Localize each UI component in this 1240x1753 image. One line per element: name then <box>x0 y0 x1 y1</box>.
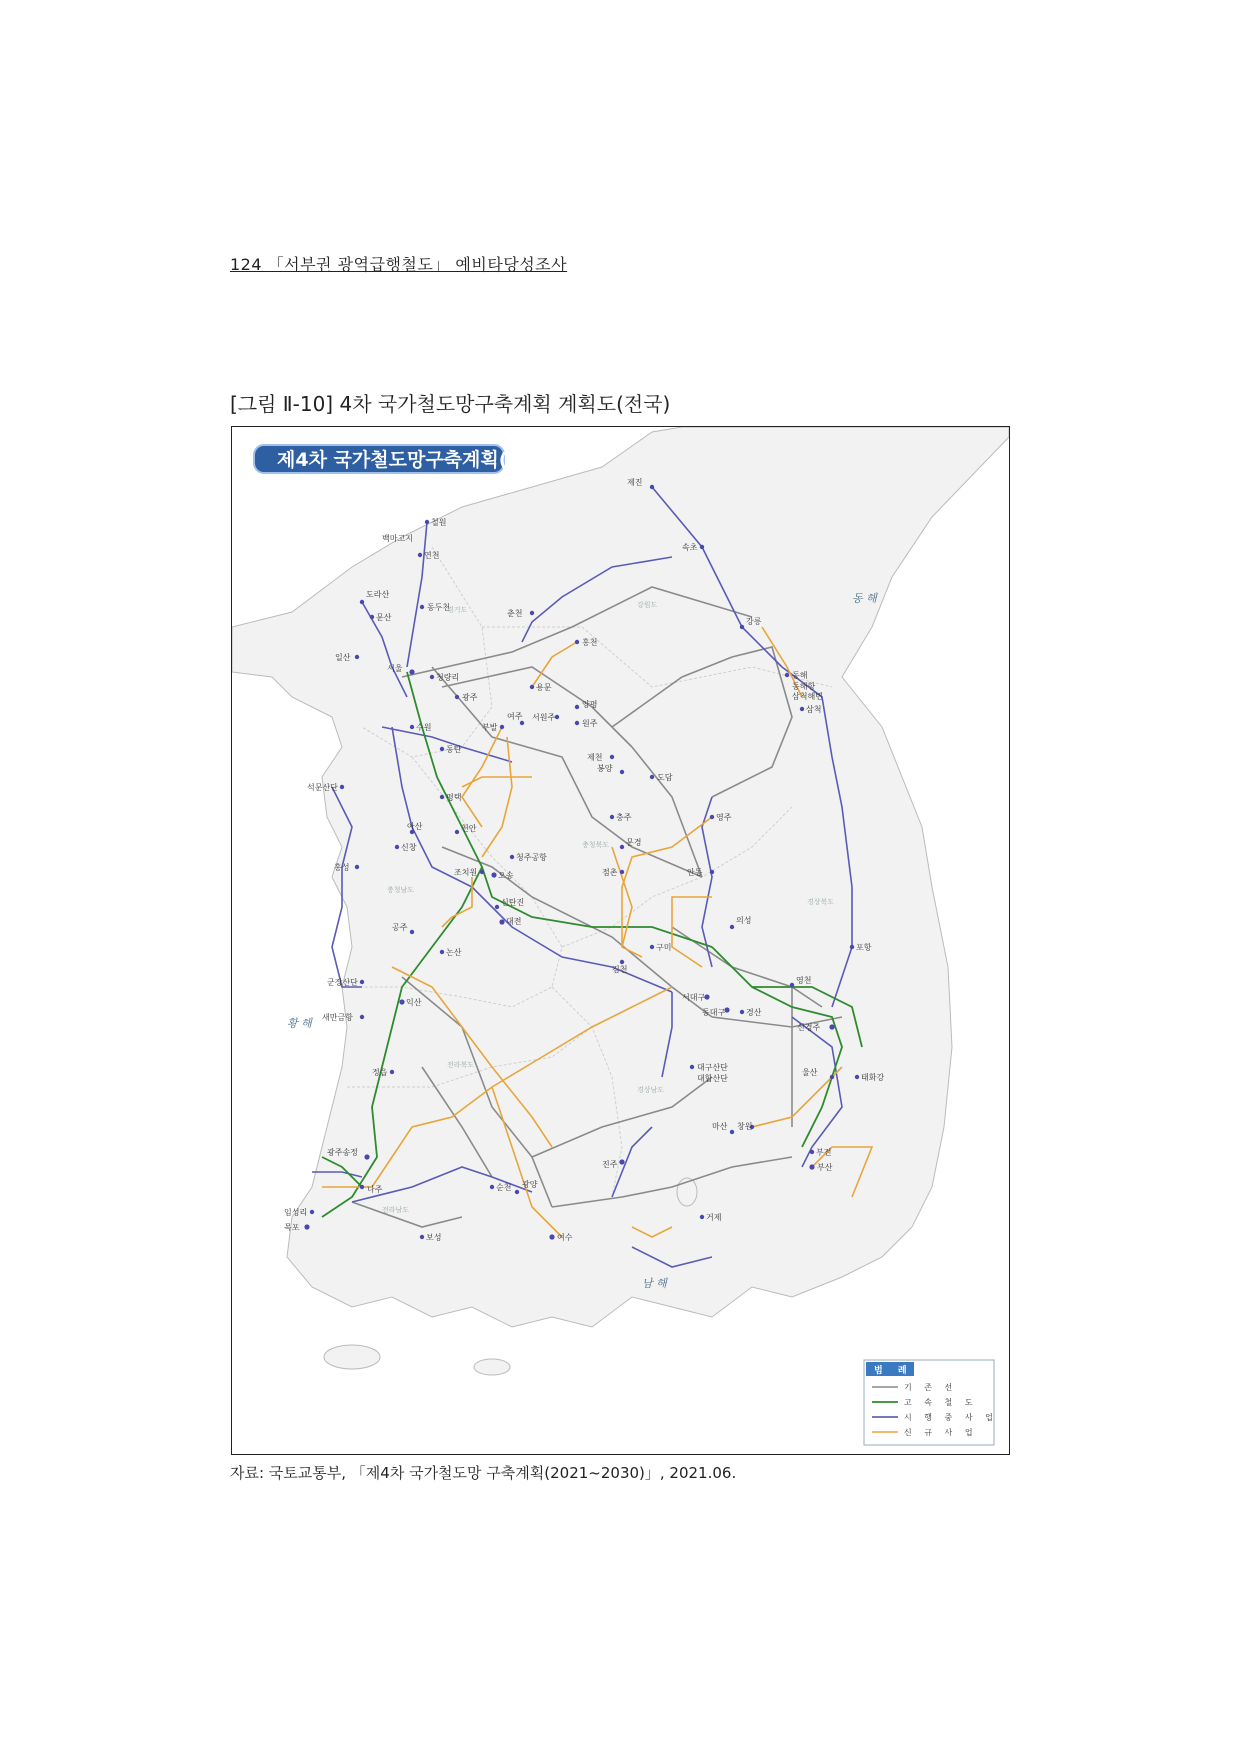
station-marker <box>620 870 624 874</box>
station-marker <box>440 950 444 954</box>
region-label: 경상남도 <box>637 1086 665 1094</box>
station-marker <box>360 600 364 604</box>
sea-label-east: 동 해 <box>852 592 877 605</box>
station-label: 임성리 <box>284 1208 308 1217</box>
station-label: 마산 <box>712 1122 728 1131</box>
station-label: 일산 <box>335 653 351 662</box>
station-marker <box>420 1235 424 1239</box>
station-marker <box>430 675 434 679</box>
station-label: 강릉 <box>746 617 762 626</box>
station-marker <box>425 520 429 524</box>
station-label: 영주 <box>716 813 732 822</box>
station-label: 공주 <box>392 923 408 932</box>
station-marker <box>710 815 714 819</box>
station-marker <box>410 725 414 729</box>
station-marker <box>530 685 534 689</box>
station-label: 철원 <box>431 518 447 527</box>
station-label: 홍천 <box>582 638 598 647</box>
station-label: 거제 <box>706 1213 722 1222</box>
station-marker <box>575 721 579 725</box>
station-marker <box>830 1075 834 1079</box>
station-marker <box>575 705 579 709</box>
station-marker <box>650 775 654 779</box>
station-label: 서원주 <box>532 713 556 722</box>
station-marker <box>555 715 559 719</box>
station-marker <box>549 1234 554 1239</box>
region-label: 강원도 <box>637 601 658 609</box>
station-label: 점촌 <box>602 868 618 877</box>
station-marker <box>620 960 624 964</box>
station-label: 평택 <box>446 793 462 802</box>
station-label: 원주 <box>582 719 598 728</box>
station-label: 청주공항 <box>516 853 547 862</box>
station-marker <box>850 945 854 949</box>
station-label: 영천 <box>796 976 812 985</box>
legend-label-existing: 기 존 선 <box>904 1383 958 1392</box>
region-label: 충청북도 <box>582 841 610 849</box>
station-label: 경산 <box>746 1008 762 1017</box>
region-label: 경기도 <box>447 606 468 614</box>
station-label: 춘천 <box>507 609 523 618</box>
station-marker <box>440 795 444 799</box>
station-label: 조치원 <box>454 868 478 877</box>
station-label: 서울 <box>387 664 403 673</box>
station-label: 천안 <box>461 824 477 833</box>
station-label: 제진 <box>627 478 643 487</box>
station-marker <box>310 1210 314 1214</box>
region-label: 전라남도 <box>382 1206 410 1214</box>
station-label: 구미 <box>656 943 672 952</box>
station-label: 삼척 <box>806 705 822 714</box>
station-label: 속초 <box>682 543 698 552</box>
station-marker <box>360 1185 364 1189</box>
station-label: 동해항 <box>792 682 816 691</box>
station-label: 수원 <box>416 723 432 732</box>
station-marker <box>360 980 364 984</box>
station-marker <box>480 870 484 874</box>
station-marker <box>700 545 704 549</box>
station-label: 용문 <box>536 683 552 692</box>
station-marker <box>360 1015 364 1019</box>
station-marker <box>340 785 344 789</box>
station-label: 도담 <box>657 773 673 782</box>
station-marker <box>495 905 499 909</box>
station-marker <box>730 925 734 929</box>
station-marker <box>395 845 399 849</box>
station-label: 백마고지 <box>382 534 413 543</box>
sea-label-west: 황 해 <box>287 1017 312 1030</box>
station-label: 대구산단 <box>697 1063 728 1072</box>
region-label: 전라북도 <box>447 1061 475 1069</box>
station-label: 아산 <box>407 822 423 831</box>
legend-label-ongoing: 시 행 중 사 업 <box>904 1413 998 1422</box>
station-marker <box>440 747 444 751</box>
station-marker <box>710 870 714 874</box>
station-marker <box>491 872 496 877</box>
station-label: 나주 <box>367 1185 383 1194</box>
station-label: 보성 <box>426 1233 442 1242</box>
map-title: 제4차 국가철도망구축계획(안) <box>277 449 535 471</box>
station-label: 순천 <box>496 1183 512 1192</box>
station-label: 연천 <box>424 551 440 560</box>
station-marker <box>730 1130 734 1134</box>
station-marker <box>455 830 459 834</box>
station-marker <box>390 1070 394 1074</box>
station-label: 동두천 <box>427 603 451 612</box>
station-label: 목포 <box>284 1223 300 1232</box>
station-marker <box>530 611 534 615</box>
station-marker <box>418 553 422 557</box>
region-label: 경상북도 <box>807 898 835 906</box>
station-label: 동대구 <box>702 1008 726 1017</box>
station-marker <box>500 725 504 729</box>
station-marker <box>490 1185 494 1189</box>
island-1 <box>324 1345 380 1369</box>
station-label: 동해 <box>792 671 808 680</box>
railway-map <box>232 427 1009 1454</box>
station-label: 청량리 <box>436 673 460 682</box>
station-label: 부산 <box>817 1163 833 1172</box>
station-label: 안동 <box>687 868 703 877</box>
station-label: 서대구 <box>682 993 706 1002</box>
station-label: 신경주 <box>797 1023 821 1032</box>
station-label: 충주 <box>616 813 632 822</box>
station-marker <box>455 695 459 699</box>
station-marker <box>650 945 654 949</box>
station-label: 문산 <box>376 613 392 622</box>
station-marker <box>420 605 424 609</box>
station-marker <box>610 815 614 819</box>
station-label: 신창 <box>401 843 417 852</box>
figure-caption: [그림 Ⅱ-10] 4차 국가철도망구축계획 계획도(전국) <box>230 392 671 416</box>
station-label: 대합산단 <box>697 1074 728 1083</box>
station-marker <box>690 1065 694 1069</box>
station-label: 대전 <box>506 917 522 926</box>
station-marker <box>855 1075 859 1079</box>
station-marker <box>700 1215 704 1219</box>
station-label: 신탄진 <box>501 898 525 907</box>
station-marker <box>620 845 624 849</box>
station-marker <box>620 770 624 774</box>
station-marker <box>740 1010 744 1014</box>
station-label: 울산 <box>802 1068 818 1077</box>
station-marker <box>515 1190 519 1194</box>
source-citation: 자료: 국토교통부, 「제4차 국가철도망 구축계획(2021~2030)」, 2021.06. <box>230 1464 737 1482</box>
railway-map-figure <box>231 426 1010 1455</box>
station-label: 광주송정 <box>327 1148 358 1157</box>
station-label: 석문산단 <box>307 783 338 792</box>
station-label: 부전 <box>816 1148 832 1157</box>
station-marker <box>304 1224 309 1229</box>
station-label: 광양 <box>522 1180 538 1189</box>
station-label: 여주 <box>507 712 523 721</box>
station-label: 오송 <box>498 871 514 880</box>
legend-label-new: 신 규 사 업 <box>904 1428 978 1437</box>
station-label: 진주 <box>602 1160 618 1169</box>
station-label: 창원 <box>737 1122 753 1131</box>
station-marker <box>370 615 374 619</box>
station-marker <box>410 930 414 934</box>
station-label: 광주 <box>462 693 478 702</box>
station-label: 여수 <box>557 1233 573 1242</box>
station-label: 문경 <box>626 838 642 847</box>
station-marker <box>810 1150 814 1154</box>
station-marker <box>364 1154 369 1159</box>
legend <box>864 1360 998 1445</box>
station-marker <box>740 625 744 629</box>
station-label: 의성 <box>736 916 752 925</box>
station-marker <box>785 673 789 677</box>
station-label: 김천 <box>612 965 628 974</box>
station-label: 포항 <box>856 943 872 952</box>
page-header: 124 「서부권 광역급행철도」 예비타당성조사 <box>230 255 568 274</box>
station-marker <box>610 755 614 759</box>
station-marker <box>800 707 804 711</box>
station-marker <box>650 485 654 489</box>
station-label: 정읍 <box>372 1068 388 1077</box>
legend-title: 범 례 <box>874 1366 913 1376</box>
station-label: 부발 <box>482 723 498 732</box>
legend-label-highspeed: 고 속 철 도 <box>904 1398 978 1407</box>
station-label: 홍성 <box>334 863 350 872</box>
station-label: 양평 <box>582 700 598 709</box>
station-label: 새만금항 <box>322 1013 353 1022</box>
station-label: 군장산단 <box>327 978 358 987</box>
station-marker <box>520 721 524 725</box>
station-marker <box>399 999 404 1004</box>
station-marker <box>619 1159 624 1164</box>
station-label: 동탄 <box>446 745 462 754</box>
station-label: 도라산 <box>366 590 390 599</box>
station-label: 익산 <box>406 998 422 1007</box>
region-label: 충청남도 <box>387 886 415 894</box>
station-marker <box>409 669 414 674</box>
station-label: 태화강 <box>861 1073 885 1082</box>
island-2 <box>474 1359 510 1375</box>
station-label: 제천 <box>587 753 603 762</box>
map-title-banner <box>254 445 534 473</box>
station-marker <box>499 919 504 924</box>
station-label: 논산 <box>446 948 462 957</box>
station-marker <box>355 655 359 659</box>
station-marker <box>575 640 579 644</box>
station-marker <box>829 1024 834 1029</box>
station-marker <box>809 1164 814 1169</box>
station-marker <box>790 983 794 987</box>
station-label: 삼척해변 <box>792 692 823 701</box>
station-marker <box>510 855 514 859</box>
sea-label-south: 남 해 <box>642 1277 667 1290</box>
station-marker <box>355 865 359 869</box>
station-label: 봉양 <box>597 764 613 773</box>
